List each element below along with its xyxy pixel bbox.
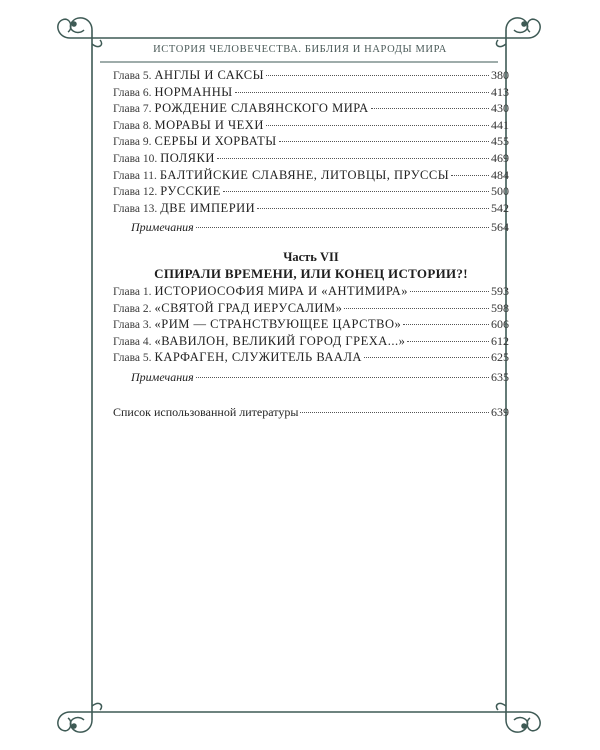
corner-flourish-bottom-left <box>58 703 102 732</box>
dot-leader <box>371 108 489 109</box>
bibliography-label: Список использованной литературы <box>113 404 299 419</box>
dot-leader <box>407 341 489 342</box>
corner-flourish-bottom-right <box>496 703 540 732</box>
chapter-number: Глава 12. <box>113 186 158 199</box>
corner-flourish-top-right <box>496 18 540 47</box>
dot-leader <box>266 125 489 126</box>
chapter-number: Глава 9. <box>113 136 152 149</box>
page-number: 612 <box>491 333 509 348</box>
toc-row-ch10[interactable] <box>113 151 509 168</box>
corner-flourish-top-left <box>58 18 102 47</box>
toc-row-ch6[interactable] <box>113 85 509 102</box>
chapter-title: СЕРБЫ И ХОРВАТЫ <box>154 134 277 149</box>
dot-leader <box>235 92 489 93</box>
running-header: ИСТОРИЯ ЧЕЛОВЕЧЕСТВА. БИБЛИЯ И НАРОДЫ МИРА <box>153 44 447 55</box>
page-number: 500 <box>491 184 509 199</box>
chapter-number: Глава 6. <box>113 86 152 99</box>
notes-label: Примечания <box>131 369 194 384</box>
chapter-number: Глава 11. <box>113 169 157 182</box>
toc-row-ch12[interactable] <box>113 184 509 201</box>
chapter-title: РОЖДЕНИЕ СЛАВЯНСКОГО МИРА <box>154 101 369 116</box>
toc-row-notes-part6[interactable] <box>113 220 509 236</box>
dot-leader <box>344 308 489 309</box>
chapter-number: Глава 2. <box>113 302 152 315</box>
dot-leader <box>217 158 489 159</box>
chapter-number: Глава 13. <box>113 202 158 215</box>
toc-row-ch9[interactable] <box>113 134 509 151</box>
page-number: 469 <box>491 150 509 165</box>
toc-row-p7-ch3[interactable] <box>113 317 509 334</box>
dot-leader <box>196 377 489 378</box>
page-number: 564 <box>491 220 509 235</box>
chapter-number: Глава 8. <box>113 119 152 132</box>
part-heading: Часть VII <box>283 249 339 264</box>
page-number: 484 <box>491 167 509 182</box>
chapter-title: РУССКИЕ <box>160 184 221 199</box>
toc-row-ch13[interactable] <box>113 201 509 218</box>
chapter-title: ИСТОРИОСОФИЯ МИРА И «АНТИМИРА» <box>154 283 408 298</box>
chapter-title: МОРАВЫ И ЧЕХИ <box>154 117 264 132</box>
dot-leader <box>257 208 489 209</box>
dot-leader <box>410 291 489 292</box>
chapter-title: КАРФАГЕН, СЛУЖИТЕЛЬ ВААЛА <box>154 350 362 365</box>
dot-leader <box>300 412 489 413</box>
toc-row-ch8[interactable] <box>113 118 509 135</box>
toc-row-ch7[interactable] <box>113 101 509 118</box>
chapter-title: НОРМАННЫ <box>154 84 233 99</box>
dot-leader <box>364 357 489 358</box>
toc-row-ch5[interactable] <box>113 68 509 85</box>
dot-leader <box>266 75 489 76</box>
chapter-title: «ВАВИЛОН, ВЕЛИКИЙ ГОРОД ГРЕХА...» <box>154 333 406 348</box>
toc-row-p7-ch4[interactable] <box>113 334 509 351</box>
toc-row-ch11[interactable] <box>113 168 509 185</box>
page-number: 455 <box>491 134 509 149</box>
page-number: 625 <box>491 350 509 365</box>
chapter-number: Глава 5. <box>113 70 152 82</box>
page-number: 542 <box>491 200 509 215</box>
chapter-number: Глава 4. <box>113 335 152 348</box>
page-number: 606 <box>491 317 509 332</box>
dot-leader <box>196 227 489 228</box>
chapter-number: Глава 10. <box>113 152 158 165</box>
dot-leader <box>223 191 489 192</box>
page-number: 430 <box>491 101 509 116</box>
chapter-number: Глава 1. <box>113 285 152 298</box>
chapter-title: «РИМ — СТРАНСТВУЮЩЕЕ ЦАРСТВО» <box>154 317 402 332</box>
part-title: СПИРАЛИ ВРЕМЕНИ, ИЛИ КОНЕЦ ИСТОРИИ?! <box>154 265 468 281</box>
toc-row-p7-ch2[interactable] <box>113 301 509 318</box>
table-of-contents <box>113 68 509 420</box>
chapter-title: ДВЕ ИМПЕРИИ <box>160 200 256 215</box>
page-number: 441 <box>491 117 509 132</box>
chapter-title: «СВЯТОЙ ГРАД ИЕРУСАЛИМ» <box>154 300 343 315</box>
toc-row-p7-ch5[interactable] <box>113 350 509 367</box>
notes-label: Примечания <box>131 220 194 235</box>
chapter-number: Глава 7. <box>113 103 152 116</box>
page-number: 593 <box>491 283 509 298</box>
chapter-title: БАЛТИЙСКИЕ СЛАВЯНЕ, ЛИТОВЦЫ, ПРУССЫ <box>159 167 450 182</box>
page-number: 639 <box>491 404 509 419</box>
page-number: 598 <box>491 300 509 315</box>
toc-row-notes-part7[interactable] <box>113 370 509 386</box>
dot-leader <box>403 324 489 325</box>
page-number: 413 <box>491 84 509 99</box>
chapter-number: Глава 3. <box>113 319 152 332</box>
chapter-title: ПОЛЯКИ <box>160 150 215 165</box>
chapter-number: Глава 5. <box>113 352 152 365</box>
toc-row-p7-ch1[interactable] <box>113 284 509 301</box>
dot-leader <box>279 141 489 142</box>
toc-row-bibliography[interactable] <box>113 405 509 421</box>
chapter-title: АНГЛЫ И САКСЫ <box>154 68 265 82</box>
page-number: 635 <box>491 369 509 384</box>
dot-leader <box>451 175 489 176</box>
page-number: 380 <box>491 68 509 82</box>
